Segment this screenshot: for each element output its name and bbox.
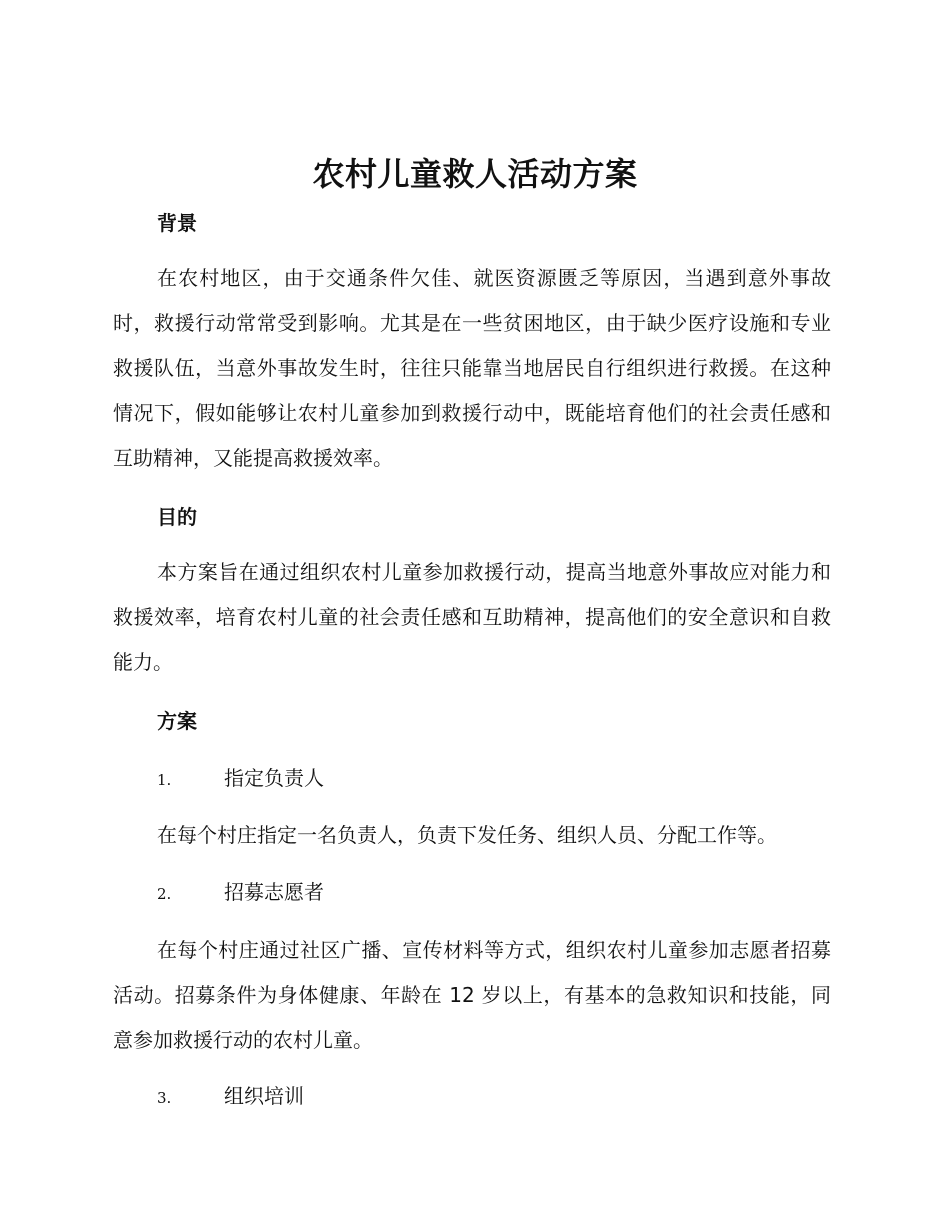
plan-item-number: 1. xyxy=(157,771,172,789)
plan-item-number: 3. xyxy=(157,1089,172,1107)
plan-item-label: 招募志愿者 xyxy=(224,880,324,904)
plan-item-number: 2. xyxy=(157,885,172,903)
plan-item-2-paragraph: 在每个村庄通过社区广播、宣传材料等方式，组织农村儿童参加志愿者招募活动。招募条件为身体健康、年龄在 12 岁以上，有基本的急救知识和技能，同意参加救援行动的农村儿童。 xyxy=(113,938,831,1052)
plan-item-label: 指定负责人 xyxy=(224,766,324,790)
plan-item-1 xyxy=(157,763,324,795)
page-title: 农村儿童救人活动方案 xyxy=(312,155,638,193)
plan-item-label: 组织培训 xyxy=(224,1084,304,1108)
plan-item-2 xyxy=(157,877,324,909)
section-heading-background: 背景 xyxy=(157,211,197,235)
section-heading-plan: 方案 xyxy=(157,709,197,733)
background-paragraph: 在农村地区，由于交通条件欠佳、就医资源匮乏等原因，当遇到意外事故时，救援行动常常受到影响。尤其是在一些贫困地区，由于缺少医疗设施和专业救援队伍，当意外事故发生时，往往只能靠当地居民自行组织进行救援。在这种情况下，假如能够让农村儿童参加到救援行动中，既能培育他们的社会责任感和互助精神，又能提高救援效率。 xyxy=(113,266,831,470)
section-heading-purpose: 目的 xyxy=(157,505,197,529)
purpose-paragraph: 本方案旨在通过组织农村儿童参加救援行动，提高当地意外事故应对能力和救援效率，培育农村儿童的社会责任感和互助精神，提高他们的安全意识和自救能力。 xyxy=(113,560,831,674)
plan-item-1-paragraph: 在每个村庄指定一名负责人，负责下发任务、组织人员、分配工作等。 xyxy=(157,823,777,847)
plan-item-3 xyxy=(157,1081,304,1113)
